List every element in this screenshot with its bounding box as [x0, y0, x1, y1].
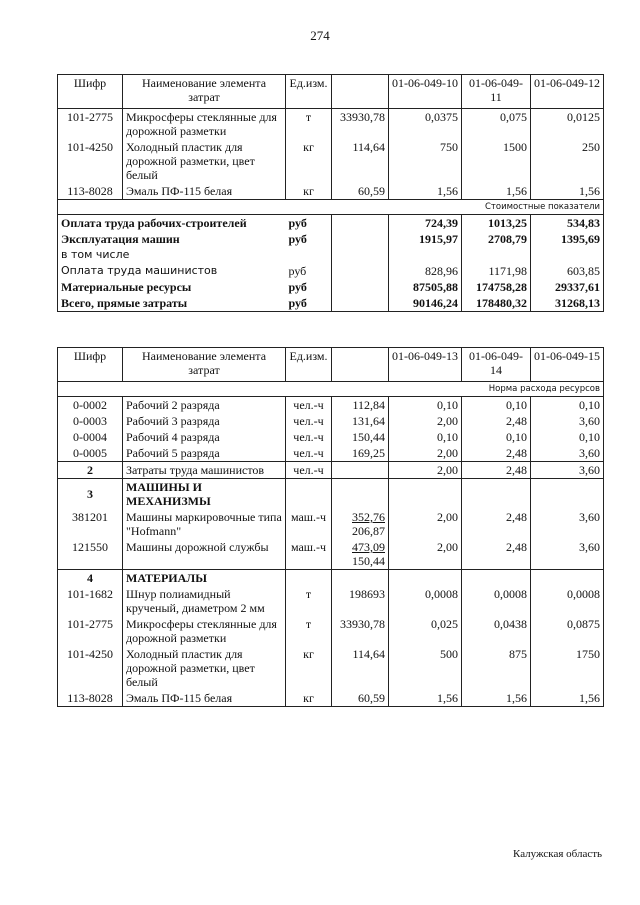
row-name: Шнур полиамидный крученый, диаметром 2 мм — [123, 586, 286, 616]
row-value: 2,48 — [462, 413, 531, 429]
row-value: 3,60 — [531, 509, 604, 539]
table-row — [58, 445, 604, 462]
row-value: 2,48 — [462, 509, 531, 539]
row-value: 3,60 — [531, 413, 604, 429]
row-unit: кг — [286, 183, 332, 200]
row-value: 750 — [389, 139, 462, 183]
row-code: 0-0002 — [58, 397, 123, 414]
cost-name: Оплата труда рабочих-строителей — [58, 215, 286, 232]
row-code: 0-0004 — [58, 429, 123, 445]
row-price-operator: 150,44 — [352, 554, 385, 568]
row-value: 0,0008 — [462, 586, 531, 616]
row-name: Затраты труда машинистов — [123, 462, 286, 479]
section-label: Стоимостные показатели — [58, 200, 604, 215]
header-name: Наименование элемента затрат — [123, 75, 286, 109]
cost-value: 1171,98 — [462, 263, 531, 279]
table-row — [58, 586, 604, 616]
header-col-3: 01-06-049-15 — [531, 348, 604, 382]
row-value: 0,10 — [389, 397, 462, 414]
cost-unit — [286, 247, 332, 263]
row-name: Машины дорожной службы — [123, 539, 286, 570]
row-price-operator: 206,87 — [352, 524, 385, 538]
row-name: Холодный пластик для дорожной разметки, цвет белый — [123, 139, 286, 183]
row-value: 1500 — [462, 139, 531, 183]
group-code: 3 — [58, 479, 123, 510]
row-unit: кг — [286, 646, 332, 690]
row-unit: чел.-ч — [286, 397, 332, 414]
row-price: 169,25 — [332, 445, 389, 462]
header-price — [332, 348, 389, 382]
cost-value — [462, 247, 531, 263]
row-price: 60,59 — [332, 183, 389, 200]
header-col-2: 01-06-049-14 — [462, 348, 531, 382]
table-row — [58, 690, 604, 707]
cost-value: 828,96 — [389, 263, 462, 279]
table-row — [58, 616, 604, 646]
row-code: 121550 — [58, 539, 123, 570]
row-unit: чел.-ч — [286, 445, 332, 462]
group-name: МАШИНЫ И МЕХАНИЗМЫ — [123, 479, 286, 510]
row-value: 2,00 — [389, 413, 462, 429]
section-label: Норма расхода ресурсов — [58, 382, 604, 397]
row-code: 113-8028 — [58, 690, 123, 707]
cost-name: в том числе — [58, 247, 286, 263]
row-value: 2,48 — [462, 445, 531, 462]
row-code: 381201 — [58, 509, 123, 539]
row-name: Эмаль ПФ-115 белая — [123, 183, 286, 200]
row-price: 352,76 — [352, 510, 385, 524]
row-code: 101-4250 — [58, 139, 123, 183]
row-unit: чел.-ч — [286, 413, 332, 429]
row-value: 1,56 — [462, 690, 531, 707]
row-value: 0,0008 — [389, 586, 462, 616]
row-code: 2 — [58, 462, 123, 479]
cost-value: 1915,97 — [389, 231, 462, 247]
row-code: 101-1682 — [58, 586, 123, 616]
table-row — [58, 539, 604, 570]
row-code: 101-2775 — [58, 616, 123, 646]
row-value: 1,56 — [462, 183, 531, 200]
row-value: 2,00 — [389, 462, 462, 479]
row-value: 1750 — [531, 646, 604, 690]
group-row-machines — [58, 479, 604, 510]
cost-name: Эксплуатация машин — [58, 231, 286, 247]
row-unit: т — [286, 586, 332, 616]
cost-value: 1013,25 — [462, 215, 531, 232]
row-name: Машины маркировочные типа "Hofmann" — [123, 509, 286, 539]
page-number: 274 — [310, 28, 330, 43]
cost-value: 31268,13 — [531, 295, 604, 312]
row-value: 2,00 — [389, 445, 462, 462]
cost-value: 2708,79 — [462, 231, 531, 247]
row-value: 2,00 — [389, 539, 462, 570]
header-price — [332, 75, 389, 109]
row-name: Эмаль ПФ-115 белая — [123, 690, 286, 707]
row-unit: кг — [286, 139, 332, 183]
row-value: 0,10 — [531, 429, 604, 445]
row-name: Рабочий 2 разряда — [123, 397, 286, 414]
row-value: 875 — [462, 646, 531, 690]
header-unit: Ед.изм. — [286, 348, 332, 382]
row-unit: маш.-ч — [286, 509, 332, 539]
row-value: 3,60 — [531, 462, 604, 479]
cost-value — [389, 247, 462, 263]
row-name: Рабочий 3 разряда — [123, 413, 286, 429]
row-price: 114,64 — [332, 646, 389, 690]
cost-value: 178480,32 — [462, 295, 531, 312]
cost-unit: руб — [286, 295, 332, 312]
header-name: Наименование элемента затрат — [123, 348, 286, 382]
row-value: 1,56 — [531, 690, 604, 707]
row-value: 0,0438 — [462, 616, 531, 646]
table-row — [58, 413, 604, 429]
table-row — [58, 109, 604, 140]
row-value: 0,10 — [389, 429, 462, 445]
row-code: 101-2775 — [58, 109, 123, 140]
header-col-1: 01-06-049-10 — [389, 75, 462, 109]
row-price: 150,44 — [332, 429, 389, 445]
table-header — [58, 348, 604, 382]
row-price: 33930,78 — [332, 616, 389, 646]
row-code: 0-0003 — [58, 413, 123, 429]
cost-value: 174758,28 — [462, 279, 531, 295]
header-col-2: 01-06-049-11 — [462, 75, 531, 109]
row-value: 0,0008 — [531, 586, 604, 616]
resource-table-2 — [57, 347, 604, 707]
row-value: 1,56 — [389, 183, 462, 200]
row-value: 0,0375 — [389, 109, 462, 140]
row-price: 33930,78 — [332, 109, 389, 140]
row-value: 0,10 — [462, 429, 531, 445]
row-value: 250 — [531, 139, 604, 183]
group-code: 4 — [58, 570, 123, 587]
table-header — [58, 75, 604, 109]
cost-row — [58, 247, 604, 263]
row-value: 2,00 — [389, 509, 462, 539]
cost-row — [58, 215, 604, 232]
row-price: 60,59 — [332, 690, 389, 707]
row-price: 473,09 — [352, 540, 385, 554]
table-row — [58, 139, 604, 183]
table-row — [58, 509, 604, 539]
row-value: 3,60 — [531, 539, 604, 570]
row-value: 1,56 — [531, 183, 604, 200]
row-value: 0,0875 — [531, 616, 604, 646]
cost-row — [58, 295, 604, 312]
row-price: 114,64 — [332, 139, 389, 183]
cost-unit: руб — [286, 231, 332, 247]
cost-value: 724,39 — [389, 215, 462, 232]
row-price: 198693 — [332, 586, 389, 616]
row-price: 131,64 — [332, 413, 389, 429]
section-label-row — [58, 200, 604, 215]
row-code: 113-8028 — [58, 183, 123, 200]
group-row-materials — [58, 570, 604, 587]
row-price: 112,84 — [332, 397, 389, 414]
header-code: Шифр — [58, 348, 123, 382]
row-unit: маш.-ч — [286, 539, 332, 570]
row-unit: чел.-ч — [286, 462, 332, 479]
row-value: 2,48 — [462, 462, 531, 479]
header-col-1: 01-06-049-13 — [389, 348, 462, 382]
row-name: Рабочий 4 разряда — [123, 429, 286, 445]
cost-name: Оплата труда машинистов — [58, 263, 286, 279]
resource-table-1 — [57, 74, 604, 312]
row-name: Микросферы стеклянные для дорожной разметки — [123, 109, 286, 140]
cost-row — [58, 231, 604, 247]
row-unit: т — [286, 616, 332, 646]
row-value: 0,10 — [531, 397, 604, 414]
cost-value: 534,83 — [531, 215, 604, 232]
row-value: 2,48 — [462, 539, 531, 570]
cost-unit: руб — [286, 279, 332, 295]
group-name: МАТЕРИАЛЫ — [123, 570, 286, 587]
cost-row — [58, 279, 604, 295]
cost-unit: руб — [286, 215, 332, 232]
row-code: 0-0005 — [58, 445, 123, 462]
footer-region: Калужская область — [513, 848, 603, 860]
row-name: Микросферы стеклянные для дорожной разметки — [123, 616, 286, 646]
table-row — [58, 429, 604, 445]
row-unit: кг — [286, 690, 332, 707]
table-row — [58, 183, 604, 200]
cost-name: Материальные ресурсы — [58, 279, 286, 295]
row-value: 3,60 — [531, 445, 604, 462]
row-value: 0,025 — [389, 616, 462, 646]
table-row — [58, 397, 604, 414]
header-unit: Ед.изм. — [286, 75, 332, 109]
header-code: Шифр — [58, 75, 123, 109]
section-label-row — [58, 382, 604, 397]
cost-value — [531, 247, 604, 263]
table-row — [58, 646, 604, 690]
cost-value: 1395,69 — [531, 231, 604, 247]
cost-value: 87505,88 — [389, 279, 462, 295]
row-value: 0,075 — [462, 109, 531, 140]
row-unit: чел.-ч — [286, 429, 332, 445]
cost-row — [58, 263, 604, 279]
row-value: 1,56 — [389, 690, 462, 707]
cost-name: Всего, прямые затраты — [58, 295, 286, 312]
cost-value: 603,85 — [531, 263, 604, 279]
row-value: 0,0125 — [531, 109, 604, 140]
cost-unit: руб — [286, 263, 332, 279]
row-price — [332, 462, 389, 479]
row-code: 101-4250 — [58, 646, 123, 690]
row-value: 500 — [389, 646, 462, 690]
cost-value: 90146,24 — [389, 295, 462, 312]
header-col-3: 01-06-049-12 — [531, 75, 604, 109]
row-unit: т — [286, 109, 332, 140]
operators-row — [58, 462, 604, 479]
row-name: Рабочий 5 разряда — [123, 445, 286, 462]
row-value: 0,10 — [462, 397, 531, 414]
row-name: Холодный пластик для дорожной разметки, цвет белый — [123, 646, 286, 690]
cost-value: 29337,61 — [531, 279, 604, 295]
